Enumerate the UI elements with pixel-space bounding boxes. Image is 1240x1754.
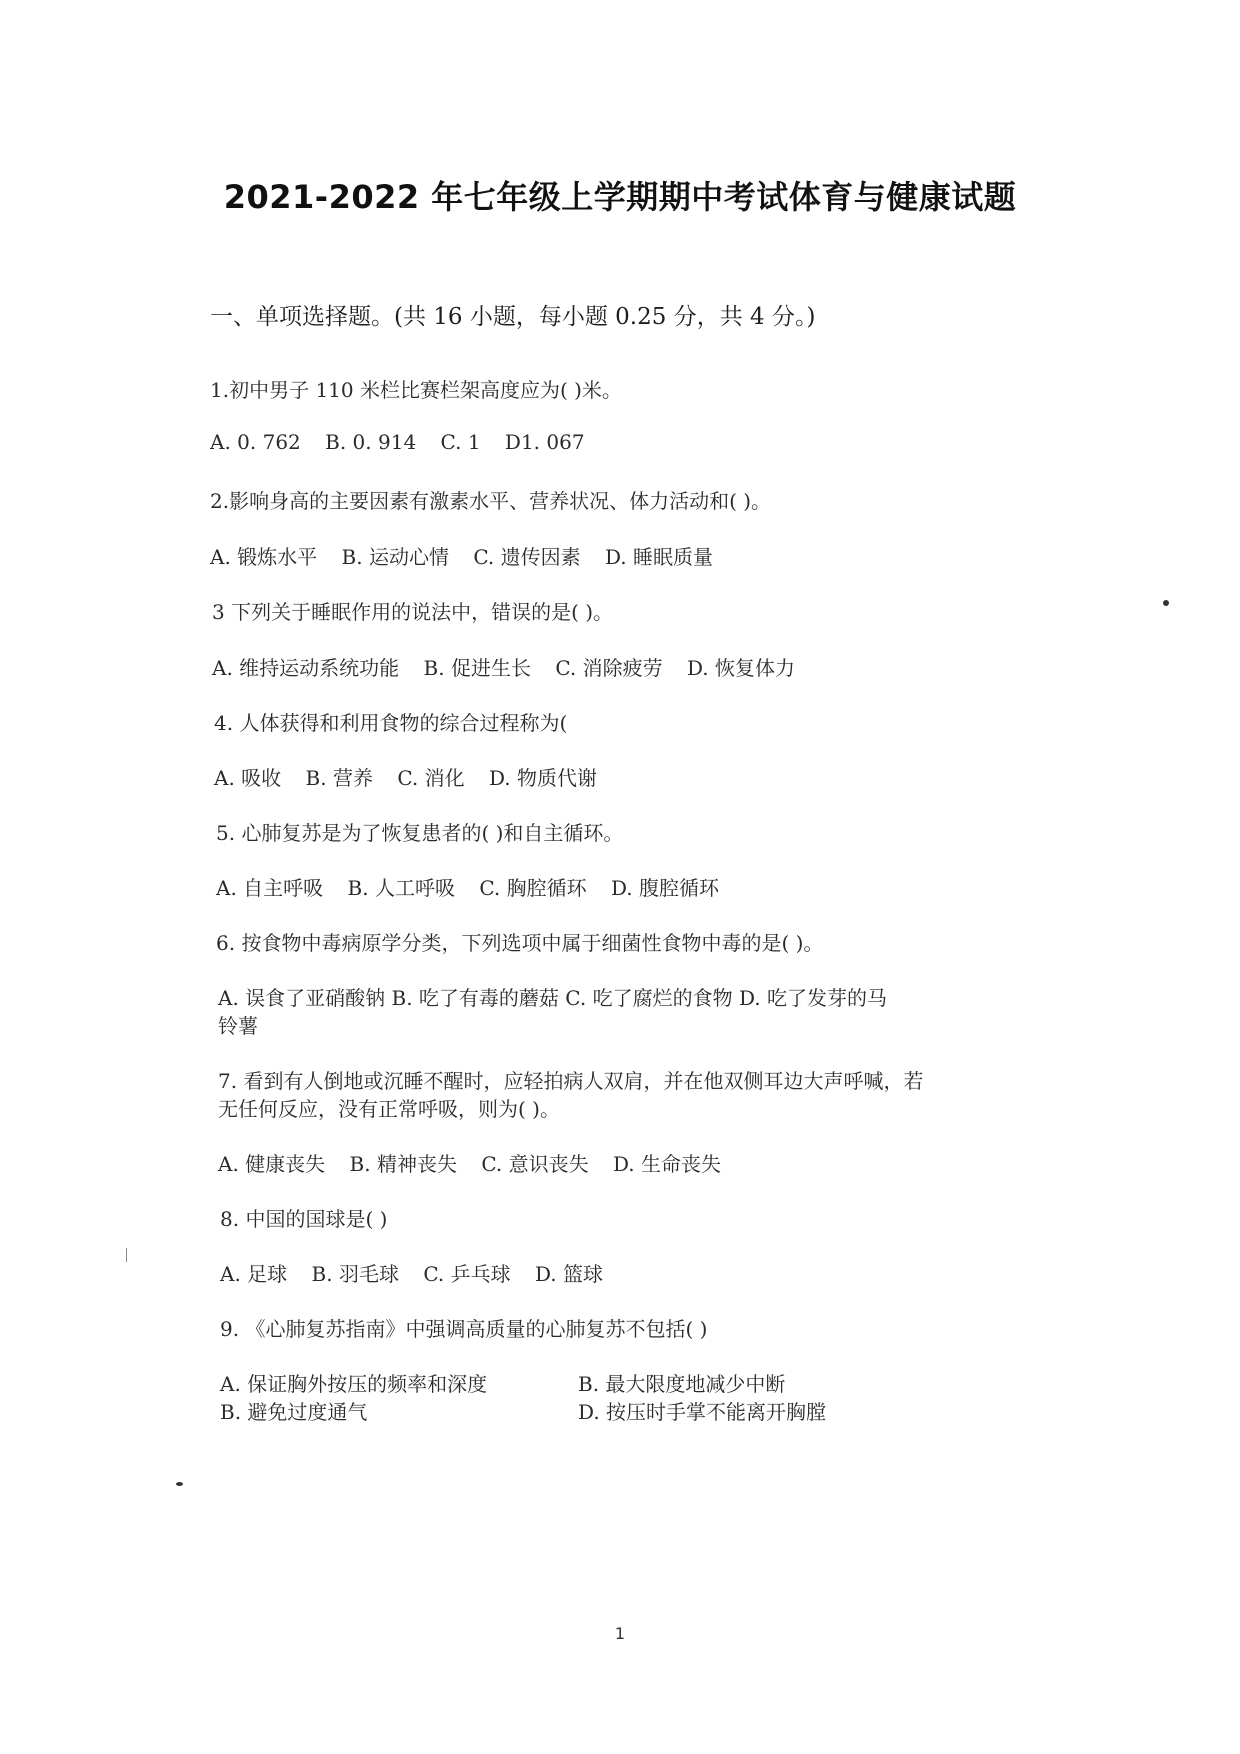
question-7-options [218,1148,739,1177]
option-b: B. 精神丧失 [349,1152,457,1176]
question-6-text: 6. 按食物中毒病原学分类，下列选项中属于细菌性食物中毒的是( )。 [216,931,824,955]
question-5-options [216,872,737,901]
option-c: C. 消除疲劳 [555,656,663,680]
option-d: D. 物质代谢 [488,766,598,790]
question-8-options [220,1258,621,1287]
question-9-text: 9. 《心肺复苏指南》中强调高质量的心肺复苏不包括( ) [220,1317,708,1341]
question-3-text: 3 下列关于睡眠作用的说法中，错误的是( )。 [212,600,614,624]
option-b: B. 羽毛球 [311,1262,399,1286]
option-b: B. 促进生长 [423,656,531,680]
scan-speck [126,1248,127,1262]
option-c: C. 遗传因素 [473,545,581,569]
question-3-options [212,652,813,681]
question-9-option-c: B. 避免过度通气 [220,1400,368,1424]
question-6-options-line-2: 铃薯 [218,1014,258,1038]
option-b: B. 营养 [305,766,373,790]
option-a: A. 0. 762 [210,430,301,454]
option-a: A. 锻炼水平 [210,545,318,569]
question-9-option-a: A. 保证胸外按压的频率和深度 [220,1372,488,1396]
option-b: B. 运动心情 [341,545,449,569]
option-d: D. 睡眠质量 [604,545,714,569]
page-number: 1 [614,1624,626,1643]
option-a: A. 健康丧失 [218,1152,326,1176]
option-d: D. 篮球 [534,1262,604,1286]
question-8-text: 8. 中国的国球是( ) [220,1207,388,1231]
option-d: D1. 067 [504,430,585,454]
section-heading: 一、单项选择题。(共 16 小题，每小题 0.25 分，共 4 分。) [210,304,816,330]
question-2-options [210,541,731,570]
option-d: D. 生命丧失 [612,1152,722,1176]
option-a: A. 自主呼吸 [216,876,324,900]
option-c: C. 意识丧失 [481,1152,589,1176]
option-b: B. 0. 914 [325,430,417,454]
option-d: D. 恢复体力 [686,656,796,680]
scan-speck [1163,600,1169,606]
question-4-text: 4. 人体获得和利用食物的综合过程称为( [214,711,568,735]
question-6-options-line-1: A. 误食了亚硝酸钠 B. 吃了有毒的蘑菇 C. 吃了腐烂的食物 D. 吃了发芽的马 [218,986,887,1010]
option-d: D. 腹腔循环 [610,876,720,900]
question-1-options [210,430,603,454]
question-7-text-line-1: 7. 看到有人倒地或沉睡不醒时，应轻拍病人双肩，并在他双侧耳边大声呼喊，若 [218,1069,924,1093]
option-a: A. 维持运动系统功能 [212,656,400,680]
option-a: A. 足球 [220,1262,288,1286]
option-c: C. 消化 [397,766,465,790]
option-b: B. 人工呼吸 [347,876,455,900]
question-4-options [214,762,615,791]
question-1-text: 1.初中男子 110 米栏比赛栏架高度应为( )米。 [210,378,622,402]
question-5-text: 5. 心肺复苏是为了恢复患者的( )和自主循环。 [216,821,624,845]
exam-title: 2021-2022 年七年级上学期期中考试体育与健康试题 [223,178,1017,216]
question-2-text: 2.影响身高的主要因素有激素水平、营养状况、体力活动和( )。 [210,489,772,513]
option-c: C. 乒乓球 [423,1262,511,1286]
option-a: A. 吸收 [214,766,282,790]
question-7-text-line-2: 无任何反应，没有正常呼吸，则为( )。 [218,1097,560,1121]
question-9-option-b: B. 最大限度地减少中断 [578,1372,786,1396]
option-c: C. 1 [440,430,481,454]
scan-speck [176,1482,183,1486]
question-9-option-d: D. 按压时手掌不能离开胸膛 [578,1400,827,1424]
option-c: C. 胸腔循环 [479,876,587,900]
